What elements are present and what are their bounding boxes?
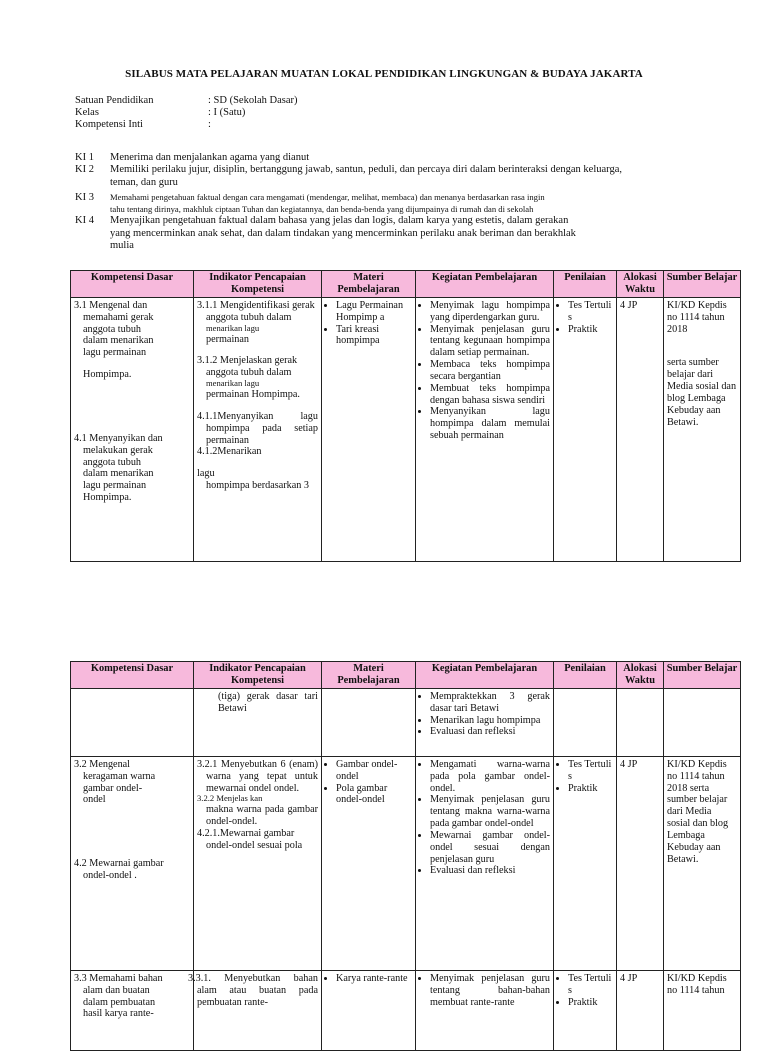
meta-value: : SD (Sekolah Dasar) bbox=[208, 95, 298, 106]
list-item: • Praktik bbox=[568, 997, 613, 1009]
sumber-cell: KI/KD Kepdis no 1114 tahun bbox=[664, 971, 741, 1051]
alokasi-cell: 4 JP bbox=[617, 298, 664, 562]
meta-row-kelas bbox=[75, 107, 298, 119]
indikator-cell: (tiga) gerak dasar tari Betawi bbox=[194, 689, 322, 757]
meta-value: : I (Satu) bbox=[208, 107, 246, 118]
kd-cell: 3.1 Mengenal dan memahami gerak anggota tubuh dalam menarikan lagu permainan Hompimpa. 4.1 Menyanyikan dan melakukan gerak anggota tubuh dalam menarikan lagu permainan Hompimpa. bbox=[71, 298, 194, 562]
ki-item-1 bbox=[75, 152, 675, 164]
table-header-row bbox=[71, 271, 741, 298]
list-item: • Praktik bbox=[568, 783, 613, 795]
table-row bbox=[71, 298, 741, 562]
header-kd: Kompetensi Dasar bbox=[71, 662, 194, 689]
table-row bbox=[71, 757, 741, 971]
list-item: • Menyanyikan lagu hompimpa dalam memulai sebuah permainan bbox=[430, 406, 550, 441]
header-materi: Materi Pembelajaran bbox=[322, 662, 416, 689]
list-item: • Mengamati warna-warna pada pola gambar ondel-ondel. bbox=[430, 759, 550, 794]
syllabus-table-2 bbox=[70, 661, 741, 1051]
indikator-cell: 3.3.1. Menyebutkan bahan alam atau buatan pada pembuatan rante- bbox=[194, 971, 322, 1051]
header-indikator: Indikator Pencapaian Kompetensi bbox=[194, 662, 322, 689]
materi-cell bbox=[322, 689, 416, 757]
header-alokasi: Alokasi Waktu bbox=[617, 271, 664, 298]
list-item: • Karya rante-rante bbox=[336, 973, 412, 985]
ki-code: KI 4 bbox=[75, 215, 94, 227]
materi-cell bbox=[322, 298, 416, 562]
sumber-cell: KI/KD Kepdis no 1114 tahun 2018 serta sumber belajar dari Media sosial dan blog Lembaga Kebuday aan Betawi. bbox=[664, 757, 741, 971]
list-item: • Tes Tertuli s bbox=[568, 759, 613, 783]
header-penilaian: Penilaian bbox=[554, 271, 617, 298]
list-item: • Praktik bbox=[568, 324, 613, 336]
materi-cell bbox=[322, 757, 416, 971]
page-title: SILABUS MATA PELAJARAN MUATAN LOKAL PENDIDIKAN LINGKUNGAN & BUDAYA JAKARTA bbox=[125, 68, 643, 80]
kd-cell: 3.2 Mengenal keragaman warna gambar ondel- ondel 4.2 Mewarnai gambar ondel-ondel . bbox=[71, 757, 194, 971]
sumber-cell: KI/KD Kepdis no 1114 tahun 2018 serta sumber belajar dari Media sosial dan blog Lembaga Kebuday aan Betawi. bbox=[664, 298, 741, 562]
meta-block bbox=[75, 95, 298, 131]
syllabus-table-1 bbox=[70, 270, 741, 562]
kompetensi-inti-list bbox=[75, 152, 675, 252]
kd-cell: 3.3 Memahami bahan alam dan buatan dalam pembuatan hasil karya rante- bbox=[71, 971, 194, 1051]
list-item: • Menyimak penjelasan guru tentang makna warna-warna pada gambar ondel-ondel bbox=[430, 794, 550, 829]
indikator-cell: 3.2.1 Menyebutkan 6 (enam) warna yang tepat untuk mewarnai ondel ondel. 3.2.2 Menjelas kan makna warna pada gambar ondel-ondel. 4.2.1.Mewarnai gambar ondel-ondel sesuai pola bbox=[194, 757, 322, 971]
ki-text: Menerima dan menjalankan agama yang dianut bbox=[110, 152, 310, 163]
kd-cell bbox=[71, 689, 194, 757]
header-kegiatan: Kegiatan Pembelajaran bbox=[416, 662, 554, 689]
list-item: • Menyimak lagu hompimpa yang diperdengarkan guru. bbox=[430, 300, 550, 324]
table-row bbox=[71, 971, 741, 1051]
header-indikator: Indikator Pencapaian Kompetensi bbox=[194, 271, 322, 298]
header-penilaian: Penilaian bbox=[554, 662, 617, 689]
header-materi: Materi Pembelajaran bbox=[322, 271, 416, 298]
list-item: • Evaluasi dan refleksi bbox=[430, 865, 550, 877]
header-kd: Kompetensi Dasar bbox=[71, 271, 194, 298]
list-item: • Menyimak penjelasan guru tentang kegunaan hompimpa dalam setiap permainan. bbox=[430, 324, 550, 359]
penilaian-cell bbox=[554, 298, 617, 562]
penilaian-cell bbox=[554, 971, 617, 1051]
kegiatan-cell bbox=[416, 689, 554, 757]
table-header-row bbox=[71, 662, 741, 689]
alokasi-cell bbox=[617, 689, 664, 757]
materi-cell bbox=[322, 971, 416, 1051]
meta-value: : bbox=[208, 119, 211, 130]
list-item: • Tes Tertuli s bbox=[568, 973, 613, 997]
list-item: • Menyimak penjelasan guru tentang bahan-bahan membuat rante-rante bbox=[430, 973, 550, 1008]
ki-code: KI 1 bbox=[75, 152, 94, 163]
list-item: • Gambar ondel-ondel bbox=[336, 759, 412, 783]
penilaian-cell bbox=[554, 689, 617, 757]
alokasi-cell: 4 JP bbox=[617, 971, 664, 1051]
ki-text: Memahami pengetahuan faktual dengan cara mengamati (mendengar, melihat, membaca) dan menanya berdasarkan rasa ingin tahu tentang dirinya, makhluk ciptaan Tuhan dan kegiatannya, dan benda-benda yang dijumpainya di rumah dan di sekolah bbox=[110, 192, 545, 214]
kegiatan-cell bbox=[416, 971, 554, 1051]
kegiatan-cell bbox=[416, 298, 554, 562]
header-alokasi: Alokasi Waktu bbox=[617, 662, 664, 689]
ki-item-3 bbox=[75, 192, 675, 215]
meta-label: Satuan Pendidikan bbox=[75, 95, 154, 106]
meta-label: Kompetensi Inti bbox=[75, 119, 143, 130]
ki-item-4 bbox=[75, 215, 675, 252]
sumber-cell bbox=[664, 689, 741, 757]
meta-label: Kelas bbox=[75, 107, 99, 118]
ki-code: KI 3 bbox=[75, 192, 94, 204]
header-kegiatan: Kegiatan Pembelajaran bbox=[416, 271, 554, 298]
meta-row-satuan bbox=[75, 95, 298, 107]
ki-text: Memiliki perilaku jujur, disiplin, bertanggung jawab, santun, peduli, dan percaya diri dalam berinteraksi dengan keluarga, teman, dan guru bbox=[110, 164, 622, 188]
meta-row-ki bbox=[75, 119, 298, 131]
table-row bbox=[71, 689, 741, 757]
ki-item-2 bbox=[75, 164, 675, 189]
list-item: • Mempraktekkan 3 gerak dasar tari Betawi bbox=[430, 691, 550, 715]
list-item: • Lagu Permainan Hompimp a bbox=[336, 300, 412, 324]
penilaian-cell bbox=[554, 757, 617, 971]
list-item: • Menarikan lagu hompimpa bbox=[430, 715, 550, 727]
alokasi-cell: 4 JP bbox=[617, 757, 664, 971]
ki-code: KI 2 bbox=[75, 164, 94, 176]
list-item: • Tari kreasi hompimpa bbox=[336, 324, 412, 348]
list-item: • Tes Tertuli s bbox=[568, 300, 613, 324]
list-item: • Mewarnai gambar ondel-ondel sesuai dengan penjelasan guru bbox=[430, 830, 550, 865]
list-item: • Membaca teks hompimpa secara bergantian bbox=[430, 359, 550, 383]
header-sumber: Sumber Belajar bbox=[664, 662, 741, 689]
header-sumber: Sumber Belajar bbox=[664, 271, 741, 298]
indikator-cell: 3.1.1 Mengidentifikasi gerak anggota tubuh dalam menarikan lagu permainan 3.1.2 Menjelaskan gerak anggota tubuh dalam menarikan lagu permainan Hompimpa. 4.1.1Menyanyikan lagu hompimpa pada setiap permainan 4.1.2Menarikan lagu hompimpa berdasarkan 3 bbox=[194, 298, 322, 562]
list-item: • Pola gambar ondel-ondel bbox=[336, 783, 412, 807]
ki-text: Menyajikan pengetahuan faktual dalam bahasa yang jelas dan logis, dalam karya yang estetis, dalam gerakan yang mencerminkan anak sehat, dan dalam tindakan yang mencerminkan perilaku anak beriman dan berakhlak mulia bbox=[110, 215, 576, 252]
kegiatan-cell bbox=[416, 757, 554, 971]
list-item: • Evaluasi dan refleksi bbox=[430, 726, 550, 738]
list-item: • Membuat teks hompimpa dengan bahasa siswa sendiri bbox=[430, 383, 550, 407]
